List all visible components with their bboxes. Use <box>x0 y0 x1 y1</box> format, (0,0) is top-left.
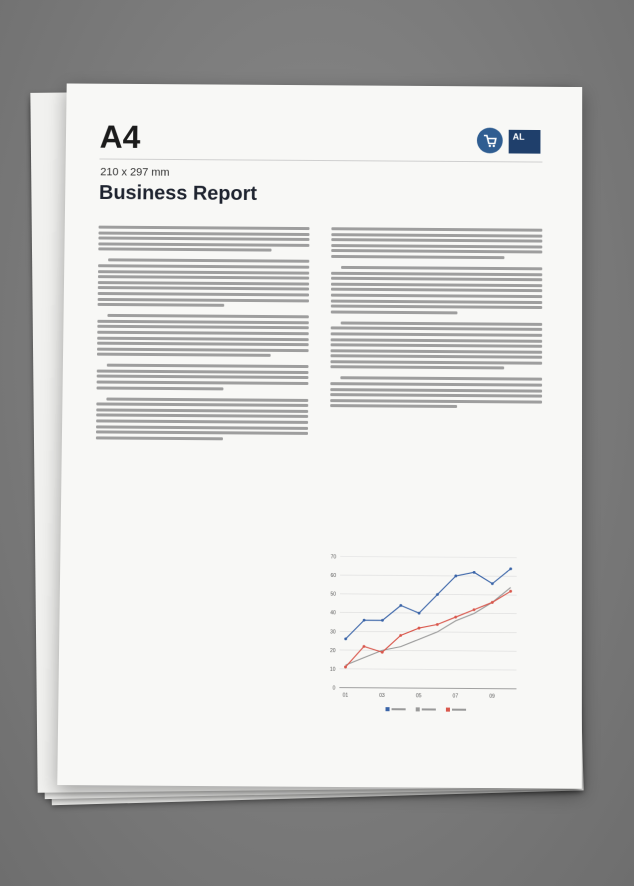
data-point <box>454 616 457 619</box>
y-tick-label: 10 <box>329 667 336 673</box>
y-tick-label: 40 <box>330 611 336 617</box>
brand-logo-text: AL <box>512 131 525 142</box>
x-tick-label: 05 <box>415 694 422 700</box>
legend-swatch <box>416 707 420 711</box>
gridline <box>340 631 517 632</box>
paragraph <box>96 397 308 441</box>
data-point <box>344 637 347 640</box>
line-chart <box>315 548 527 721</box>
gridline <box>340 575 517 576</box>
data-point <box>436 593 439 596</box>
y-tick-label: 50 <box>330 592 336 598</box>
paragraph <box>98 226 309 253</box>
data-point <box>473 571 476 574</box>
paragraph <box>330 321 542 370</box>
data-point <box>454 575 457 578</box>
y-tick-label: 0 <box>332 686 336 692</box>
gridline <box>340 650 517 651</box>
brand-logo-box <box>509 130 541 154</box>
gridline <box>339 669 516 670</box>
gridline <box>340 613 517 614</box>
data-point <box>473 608 476 611</box>
data-point <box>491 582 494 585</box>
paragraph <box>331 227 542 259</box>
legend-swatch <box>446 708 450 712</box>
data-point <box>399 634 402 637</box>
data-point <box>363 645 366 648</box>
x-tick-label: 09 <box>489 694 495 700</box>
page-size-label: A4 <box>99 119 141 155</box>
x-tick-label: 01 <box>342 693 349 699</box>
data-point <box>381 619 384 622</box>
paragraph <box>97 364 309 391</box>
data-point <box>509 567 512 570</box>
data-point <box>399 604 402 607</box>
y-tick-label: 30 <box>330 630 336 636</box>
y-tick-label: 20 <box>329 648 336 655</box>
series-line <box>346 590 511 668</box>
legend-label <box>452 709 466 711</box>
legend-label <box>392 708 406 710</box>
legend-swatch <box>386 707 390 711</box>
data-point <box>418 627 421 630</box>
paragraph <box>98 259 310 308</box>
brand-logo-icon <box>477 128 503 154</box>
report-page <box>57 83 582 788</box>
header-divider <box>99 158 542 162</box>
data-point <box>436 623 439 626</box>
text-column-left <box>96 226 310 449</box>
paragraph <box>97 314 309 357</box>
paragraph <box>331 266 542 315</box>
text-column-right <box>330 227 542 417</box>
x-tick-label: 03 <box>379 693 385 700</box>
paragraph <box>330 377 542 409</box>
line-chart-svg <box>315 548 527 721</box>
data-point <box>344 666 347 669</box>
legend-label <box>422 708 436 710</box>
data-point <box>509 590 512 593</box>
gridline <box>340 556 517 557</box>
report-title: Business Report <box>98 182 258 205</box>
x-axis <box>339 688 516 689</box>
gridline <box>340 594 517 595</box>
series-line <box>346 568 511 640</box>
y-tick-label: 70 <box>330 555 337 561</box>
data-point <box>418 612 421 615</box>
data-point <box>491 601 494 604</box>
data-point <box>363 619 366 622</box>
data-point <box>381 651 384 654</box>
x-tick-label: 07 <box>452 694 459 700</box>
y-tick-label: 60 <box>330 574 337 580</box>
page-dimensions: 210 x 297 mm <box>100 166 170 179</box>
